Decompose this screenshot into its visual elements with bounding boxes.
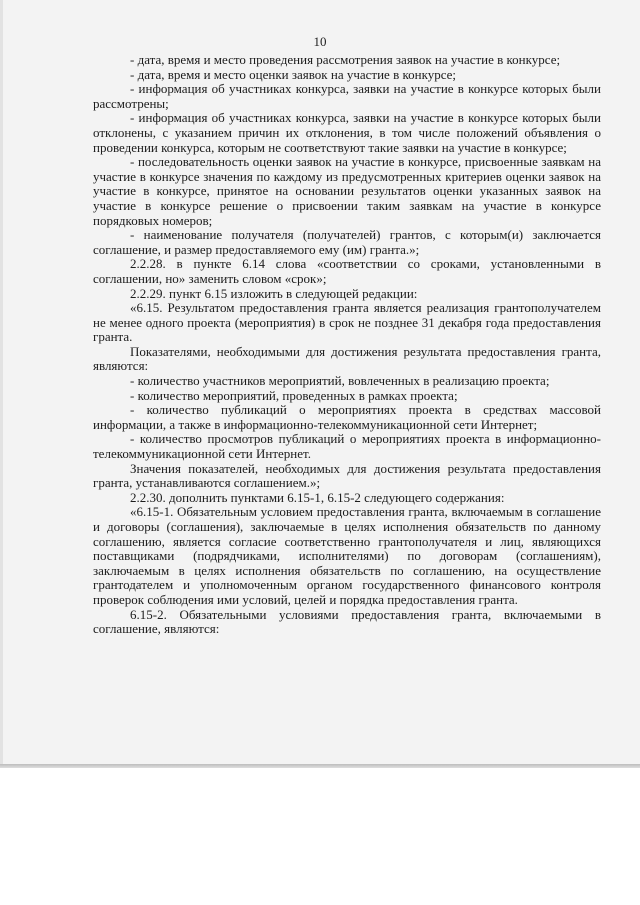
paragraph: - количество участников мероприятий, вовлеченных в реализацию проекта; bbox=[130, 373, 550, 389]
paragraph: Показателями, необходимыми для достижения результата предоставления гранта, являются: bbox=[93, 343, 601, 374]
paragraph: 2.2.28. в пункте 6.14 слова «соответствии со сроками, установленными в соглашении, но» заменить словом «срок»; bbox=[93, 256, 601, 286]
paragraph: - количество мероприятий, проведенных в рамках проекта; bbox=[130, 387, 458, 403]
paragraph: 2.2.29. пункт 6.15 изложить в следующей редакции: bbox=[130, 285, 418, 301]
paragraph: - дата, время и место проведения рассмотрения заявок на участие в конкурсе; bbox=[130, 52, 561, 67]
paragraph: «6.15-1. Обязательным условием предоставления гранта, включаемым в соглашение и договоры (соглашения), заключаемые в целях исполнения обязательств по данному соглашению, является согласие соответственно грантополучателя и лиц, являющихся поставщиками (подрядчиками, исполнителями) по договорам (соглашениям), заключаемым в целях исполнения обязательств по соглашению, на осуществление грантодателем и уполномоченным органом государственного финансового контроля проверок соблюдения ими условий, целей и порядка предоставления гранта. bbox=[93, 504, 601, 607]
paragraph: - дата, время и место оценки заявок на участие в конкурсе; bbox=[130, 66, 457, 82]
page-left-edge bbox=[0, 0, 3, 768]
paragraph: - информация об участниках конкурса, заявки на участие в конкурсе которых были отклонены, с указанием причин их отклонения, в том числе положений объявления о проведении конкурса, которым не соответствуют такие заявки на участие в конкурсе; bbox=[93, 110, 601, 155]
document-body bbox=[93, 53, 601, 637]
page-number: 10 bbox=[313, 34, 327, 49]
paragraph: - информация об участниках конкурса, заявки на участие в конкурсе которых были рассмотрены; bbox=[93, 81, 601, 111]
paragraph: Значения показателей, необходимых для достижения результата предоставления гранта, устанавливаются соглашением.»; bbox=[93, 460, 601, 491]
paragraph: 2.2.30. дополнить пунктами 6.15-1, 6.15-2 следующего содержания: bbox=[130, 489, 505, 505]
paragraph: 6.15-2. Обязательными условиями предоставления гранта, включаемыми в соглашение, являются: bbox=[93, 606, 601, 637]
paragraph: «6.15. Результатом предоставления гранта является реализация грантополучателем не менее одного проекта (мероприятия) в срок не позднее 31 декабря года предоставления гранта. bbox=[93, 300, 601, 345]
paragraph: - последовательность оценки заявок на участие в конкурсе, присвоенные заявкам на участие в конкурсе значения по каждому из предусмотренных критериев оценки заявок на участие в конкурсе, принятое на основании результатов оценки указанных заявок на участие в конкурсе решение о присвоении таким заявкам на участие в конкурсе порядковых номеров; bbox=[93, 154, 601, 228]
page-bottom-edge bbox=[0, 764, 640, 768]
paragraph: - количество просмотров публикаций о мероприятиях проекта в информационно-телекоммуникационной сети Интернет. bbox=[93, 431, 601, 462]
paragraph: - количество публикаций о мероприятиях проекта в средствах массовой информации, а также в информационно-телекоммуникационной сети Интернет; bbox=[93, 402, 601, 432]
paragraph: - наименование получателя (получателей) грантов, с которым(и) заключается соглашение, и размер предоставляемого ему (им) гранта.»; bbox=[93, 227, 601, 257]
